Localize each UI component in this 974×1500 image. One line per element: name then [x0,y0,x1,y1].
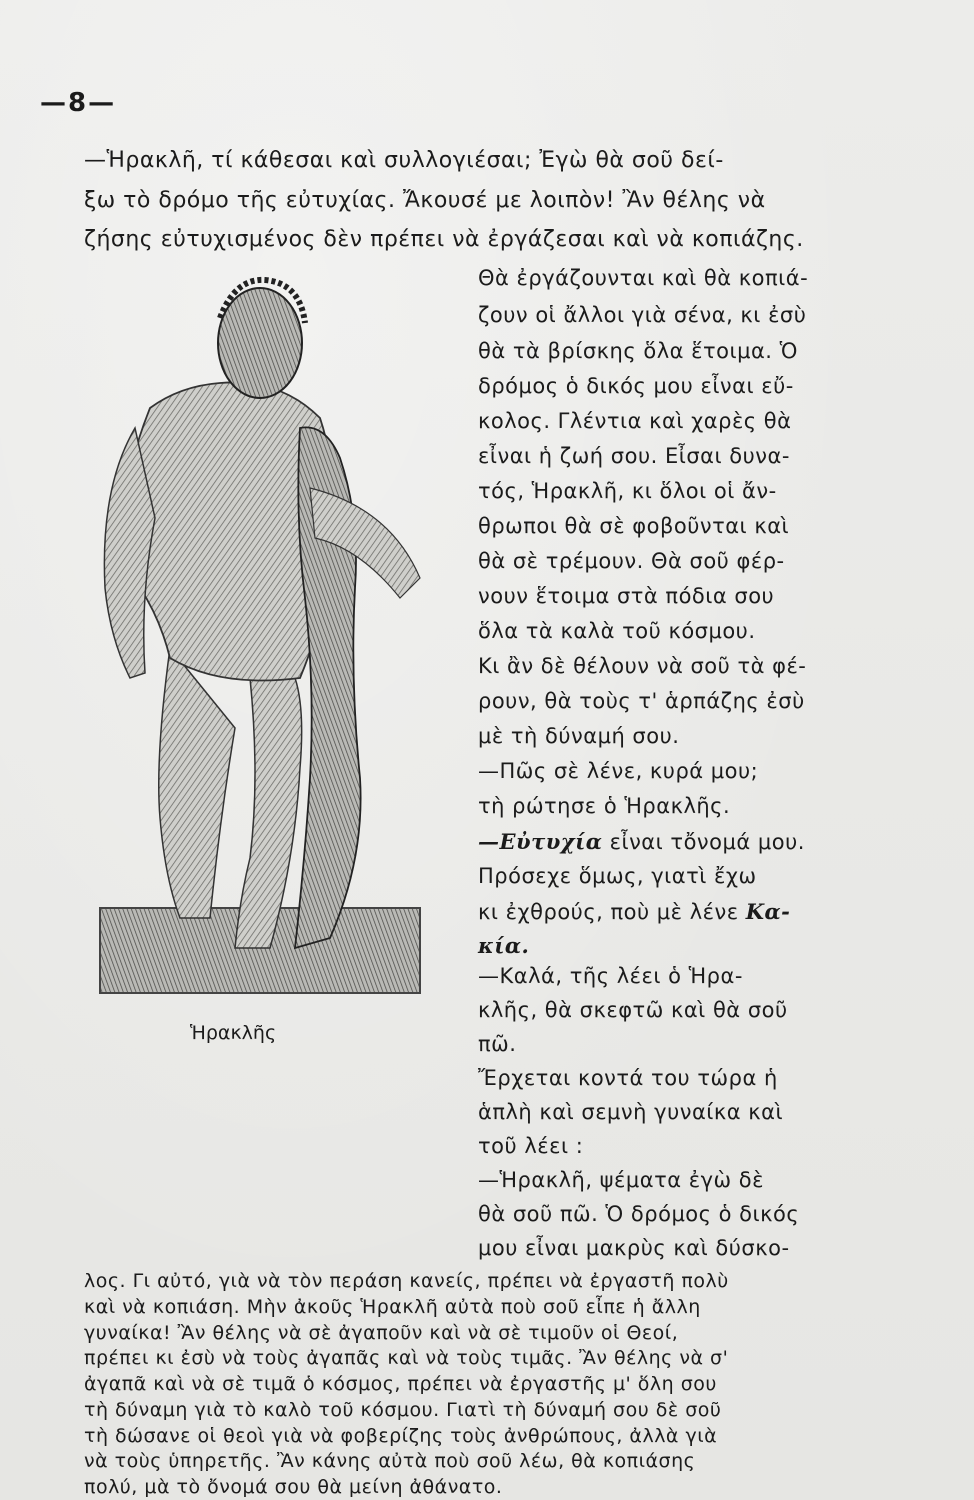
text-line: πῶ. [478,1032,517,1056]
text-line [478,901,790,923]
text-line-final: πολύ, μὰ τὸ ὄνομά σου θὰ μείνη ἀθάνατο. [84,1476,503,1498]
text-line: ἀγαπᾶ καὶ νὰ σὲ τιμᾶ ὁ κόσμος, πρέπει νὰ ἐργαστῆς μ' ὅλη σου [84,1373,717,1395]
text-line: νουν ἕτοιμα στὰ πόδια σου [478,584,775,608]
text-line: κολος. Γλέντια καὶ χαρὲς θὰ [478,409,792,433]
text-line: ὅλα τὰ καλὰ τοῦ κόσμου. [478,619,756,643]
text-line: ζουν οἱ ἄλλοι γιὰ σένα, κι ἐσὺ [478,303,807,327]
text-line: —Πῶς σὲ λένε, κυρά μου; [478,759,759,783]
text-line: μου εἶναι μακρὺς καὶ δύσκο- [478,1236,790,1260]
text-line: θὰ τὰ βρίσκης ὅλα ἕτοιμα. Ὁ [478,339,798,363]
text-line: λος. Γι αὐτό, γιὰ νὰ τὸν περάση κανείς, πρέπει νὰ ἐργαστῆ πολὺ [84,1270,729,1292]
text-line: ξω τὸ δρόμο τῆς εὐτυχίας. Ἄκουσέ με λοιπὸν! Ἂν θέλης νὰ [84,188,766,213]
text-line: νὰ τοὺς ὑπηρετῆς. Ἂν κάνης αὐτὰ ποὺ σοῦ λέω, θὰ κοπιάσης [84,1450,696,1473]
text-line: τὴ δώσανε οἱ θεοὶ γιὰ νὰ φοβερίζης τοὺς ἀνθρώπους, ἀλλὰ γιὰ [84,1424,718,1447]
page-number: —8— [40,88,117,118]
eftychia-name: —Εὐτυχία [478,829,603,854]
text-line: μὲ τὴ δύναμή σου. [478,724,680,748]
eftychia-rest: εἶναι τὄνομά μου. [609,830,805,854]
text-line: Ἔρχεται κοντά του τώρα ἡ [478,1066,778,1090]
text-line: —Ἡρακλῆ, ψέματα ἐγὼ δὲ [478,1168,764,1192]
text-line: Πρόσεχε ὅμως, γιατὶ ἔχω [478,864,757,888]
text-line: τὴ δύναμη γιὰ τὸ καλὸ τοῦ κόσμου. Γιατὶ τὴ δύναμή σου δὲ σοῦ [84,1398,722,1421]
text-line: Θὰ ἐργάζουνται καὶ θὰ κοπιά- [478,266,809,290]
text-line: τοῦ λέει : [478,1134,584,1158]
text-line: θὰ σὲ τρέμουν. Θὰ σοῦ φέρ- [478,549,785,573]
text-line: δρόμος ὁ δικός μου εἶναι εὔ- [478,374,794,398]
text-line: τός, Ἡρακλῆ, κι ὅλοι οἱ ἄν- [478,479,777,503]
text-line: ρουν, θὰ τοὺς τ' ἁρπάζης ἐσὺ [478,689,805,713]
text-line: —Ἡρακλῆ, τί κάθεσαι καὶ συλλογιέσαι; Ἐγὼ θὰ σοῦ δεί- [84,148,724,173]
text-line: κλῆς, θὰ σκεφτῶ καὶ θὰ σοῦ [478,998,788,1022]
text-line: γυναίκα! Ἂν θέλης νὰ σὲ ἀγαποῦν καὶ νὰ σὲ τιμοῦν οἱ Θεοί, [84,1321,679,1344]
text-line [478,831,805,853]
text-line: θρωποι θὰ σὲ φοβοῦνται καὶ [478,514,790,538]
text-line: ἁπλὴ καὶ σεμνὴ γυναίκα καὶ [478,1100,784,1124]
text-line: θὰ σοῦ πῶ. Ὁ δρόμος ὁ δικός [478,1202,800,1226]
text-line: εἶναι ἡ ζωή σου. Εἶσαι δυνα- [478,444,790,468]
kakia-name-part1: Κα- [745,899,791,924]
hercules-statue-illustration [60,258,480,1008]
text-line: —Καλά, τῆς λέει ὁ Ἡρα- [478,964,743,988]
enemies-text: κι ἐχθρούς, ποὺ μὲ λένε [478,900,739,924]
kakia-name-part2: κία. [478,933,530,958]
illustration-caption: Ἡρακλῆς [190,1022,277,1044]
text-line: καὶ νὰ κοπιάση. Μὴν ἀκοῦς Ἡρακλῆ αὐτὰ ποὺ σοῦ εἶπε ἡ ἄλλη [84,1295,701,1318]
text-line: τὴ ρώτησε ὁ Ἡρακλῆς. [478,794,731,818]
text-line: ζήσης εὐτυχισμένος δὲν πρέπει νὰ ἐργάζεσαι καὶ νὰ κοπιάζης. [84,227,804,252]
text-line: Κι ἂν δὲ θέλουν νὰ σοῦ τὰ φέ- [478,654,807,678]
text-line: πρέπει κι ἐσὺ νὰ τοὺς ἀγαπᾶς καὶ νὰ τοὺς τιμᾶς. Ἂν θέλης νὰ σ' [84,1347,729,1370]
